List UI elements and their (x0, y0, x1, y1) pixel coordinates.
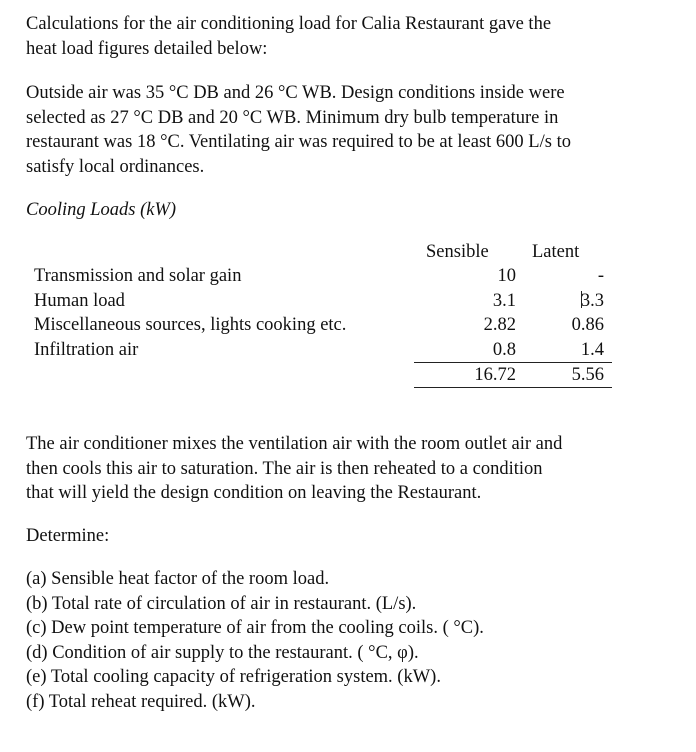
process-line: then cools this air to saturation. The air is then reheated to a condition (26, 458, 543, 479)
row-label: Human load (34, 291, 125, 311)
process-paragraph (26, 432, 676, 506)
intro-line: Calculations for the air conditioning load for Calia Restaurant gave the (26, 14, 552, 34)
conditions-line: Outside air was 35 °C DB and 26 °C WB. Design conditions inside were (26, 83, 565, 103)
total-latent: 5.56 (571, 365, 604, 385)
sensible-value: 10 (497, 266, 516, 286)
column-header-latent: Latent (532, 242, 580, 262)
sensible-value: 0.8 (492, 340, 516, 360)
table-caption: Cooling Loads (kW) (26, 200, 177, 220)
process-line: The air conditioner mixes the ventilation air with the room outlet air and (26, 434, 563, 454)
row-label: Infiltration air (34, 340, 139, 360)
sensible-value: 2.82 (483, 315, 516, 335)
determine-heading: Determine: (26, 526, 110, 546)
sensible-value: 3.1 (492, 291, 516, 311)
intro-paragraph (26, 12, 676, 61)
conditions-line: satisfy local ordinances. (26, 156, 205, 177)
column-header-sensible: Sensible (426, 242, 489, 262)
intro-line: heat load figures detailed below: (26, 38, 268, 59)
question-item: (b) Total rate of circulation of air in restaurant. (L/s). (26, 593, 417, 614)
conditions-line: restaurant was 18 °C. Ventilating air was required to be at least 600 L/s to (26, 132, 571, 152)
question-item: (f) Total reheat required. (kW). (26, 691, 256, 712)
latent-value: - (597, 266, 604, 286)
latent-value-cell (581, 289, 604, 314)
question-item: (c) Dew point temperature of air from the cooling coils. ( °C). (26, 618, 484, 638)
conditions-paragraph (26, 81, 676, 179)
process-line: that will yield the design condition on leaving the Restaurant. (26, 483, 482, 503)
row-label: Miscellaneous sources, lights cooking etc. (34, 315, 347, 335)
conditions-line: selected as 27 °C DB and 20 °C WB. Minimum dry bulb temperature in (26, 107, 559, 128)
latent-value: 3.3 (580, 291, 604, 311)
question-item: (d) Condition of air supply to the restaurant. ( °C, φ). (26, 642, 419, 663)
question-item: (e) Total cooling capacity of refrigeration system. (kW). (26, 667, 441, 687)
total-sensible: 16.72 (474, 365, 516, 385)
latent-value: 1.4 (580, 340, 604, 360)
latent-value: 0.86 (571, 315, 604, 335)
question-item: (a) Sensible heat factor of the room load. (26, 569, 330, 589)
determine-list (26, 567, 676, 714)
row-label: Transmission and solar gain (34, 266, 242, 286)
